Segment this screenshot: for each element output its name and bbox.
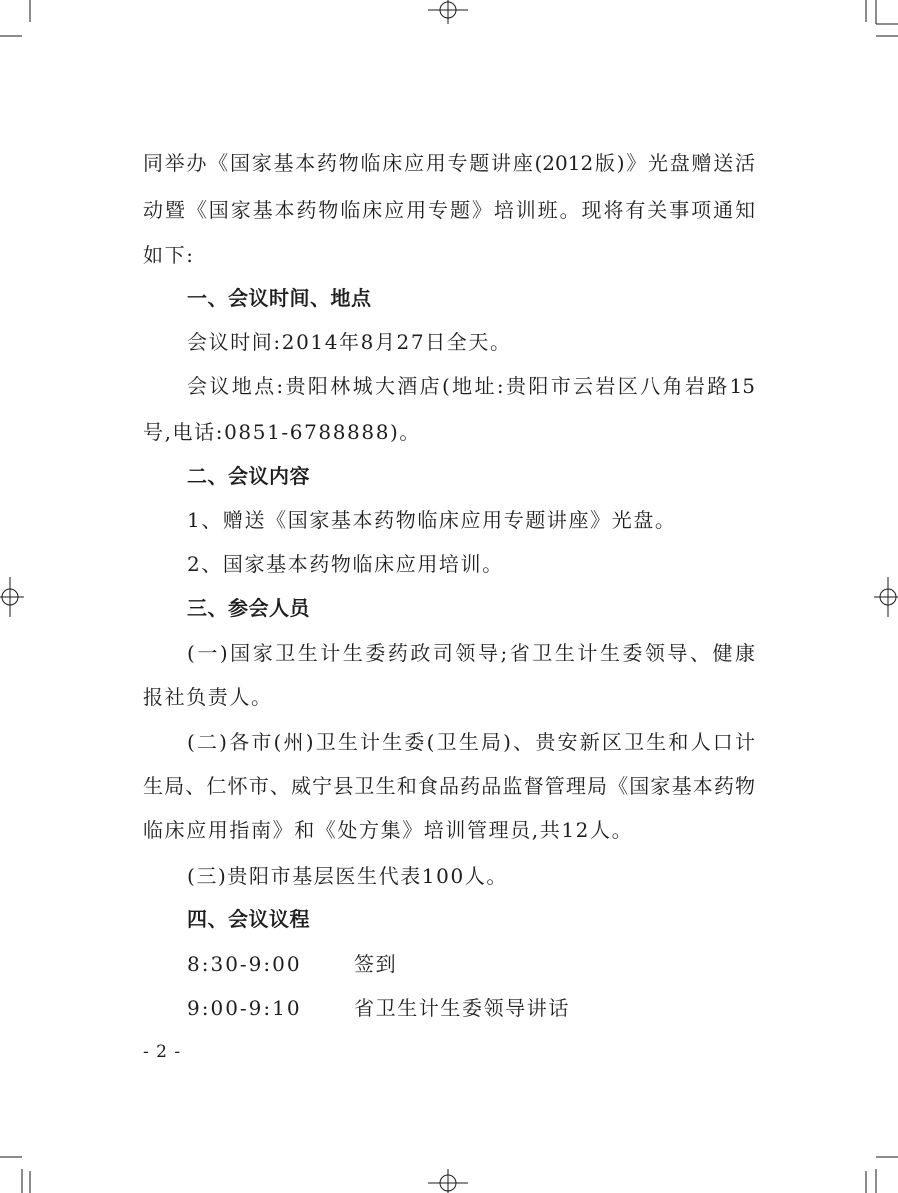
crop-mark-top-left [0,0,30,36]
meeting-place-line: 会议地点:贵阳林城大酒店(地址:贵阳市云岩区八角岩路15 [187,374,755,398]
intro-line-2: 动暨《国家基本药物临床应用专题》培训班。现将有关事项通知 [143,198,755,222]
crop-mark-bottom-right [866,1157,898,1193]
registration-mark-right [874,577,898,617]
attendees-item-2: (二)各市(州)卫生计生委(卫生局)、贵安新区卫生和人口计 [187,730,755,754]
page-number: - 2 - [143,1042,182,1062]
agenda-time-1: 8:30-9:00 [187,952,302,976]
intro-line-3: 如下: [143,243,195,267]
section-heading-time-place: 一、会议时间、地点 [187,286,372,310]
attendees-item-1-cont: 报社负责人。 [143,685,273,709]
attendees-item-1: (一)国家卫生计生委药政司领导;省卫生计生委领导、健康 [187,641,755,665]
registration-mark-left [0,577,24,617]
attendees-item-2-cont-2: 临床应用指南》和《处方集》培训管理员,共12人。 [143,818,634,842]
registration-mark-bottom [428,1169,468,1193]
meeting-time-line: 会议时间:2014年8月27日全天。 [187,330,512,354]
agenda-item-2: 省卫生计生委领导讲话 [354,996,570,1020]
meeting-place-line-cont: 号,电话:0851-6788888)。 [143,420,422,444]
section-heading-agenda: 四、会议议程 [187,907,310,931]
agenda-time-2: 9:00-9:10 [187,996,302,1020]
attendees-item-2-cont-1: 生局、仁怀市、威宁县卫生和食品药品监督管理局《国家基本药物 [143,774,755,798]
section-heading-content: 二、会议内容 [187,464,310,488]
content-item-1: 1、赠送《国家基本药物临床应用专题讲座》光盘。 [187,508,677,532]
intro-line-1: 同举办《国家基本药物临床应用专题讲座(2012版)》光盘赠送活 [143,151,755,175]
agenda-item-1: 签到 [354,952,398,976]
attendees-item-3: (三)贵阳市基层医生代表100人。 [187,864,508,888]
crop-mark-bottom-left [0,1157,30,1193]
registration-mark-top [428,0,468,24]
content-item-2: 2、国家基本药物临床应用培训。 [187,552,504,576]
section-heading-attendees: 三、参会人员 [187,596,310,620]
crop-mark-top-right [866,0,898,36]
